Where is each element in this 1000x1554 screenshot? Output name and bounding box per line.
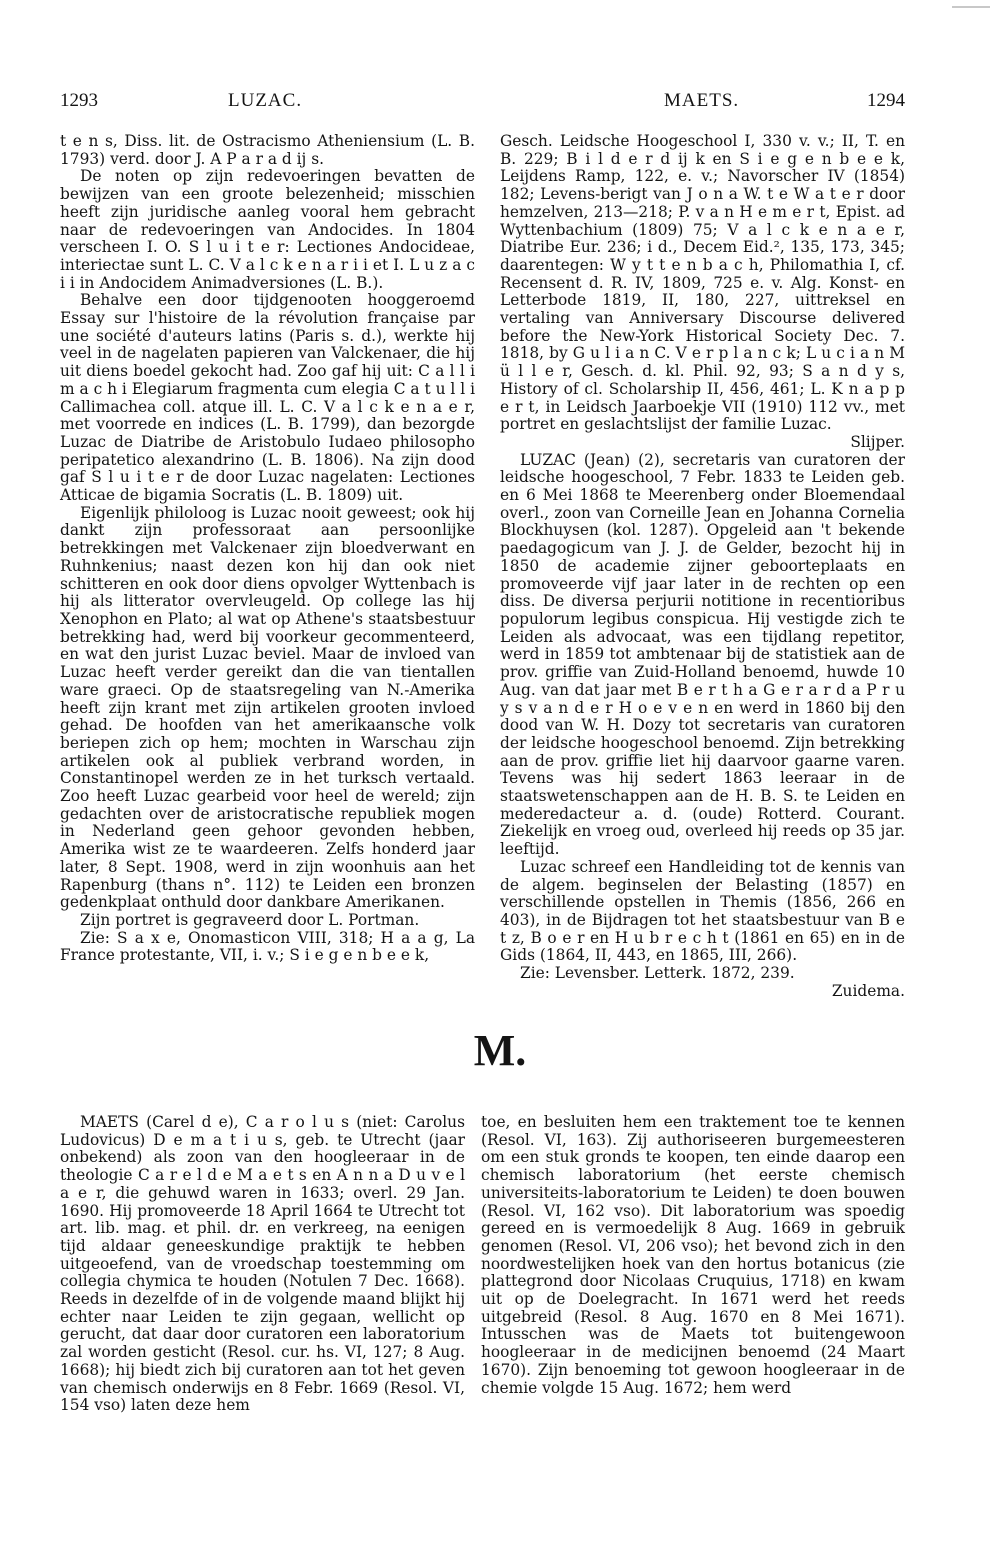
- paragraph: De noten op zijn redevoeringen bevatten de bewijzen van een groote belezenheid; misschien heeft zijn juridische aanleg vooral hem gebracht naar de redevoeringen van Andocides. In 1804 verscheen I. O. S l u i t e r: Lectiones Andocideae, interiectae sunt L. C. V a l c k e n a r i i et I. L u z a c i i in Andocidem Animadversiones (L. B.).: [60, 167, 475, 292]
- column-top-right: [500, 133, 905, 1000]
- paragraph: Zie: S a x e, Onomasticon VIII, 318; H a a g, La France protestante, VII, i. v.; S i e g e n b e e k,: [60, 928, 475, 965]
- paragraph: Zie: Levensber. Letterk. 1872, 239.: [520, 964, 795, 983]
- scan-edge-mark: [952, 6, 990, 8]
- paragraph: Luzac schreef een Handleiding tot de kennis van de algem. beginselen der Belasting (1857) en verschillende opstellen in Themis (1856, 266 en 403), in de Bijdragen tot het staatsbestuur van B e t z, B o e r en H u b r e c h t (1861 en 65) en in de Gids (1864, II, 443, en 1865, III, 266).: [500, 857, 905, 965]
- entry-paragraph: LUZAC (Jean) (2), secretaris van curatoren der leidsche hoogeschool, 7 Febr. 1833 te Leiden geb. en 6 Mei 1868 te Meerenberg onder Bloemendaal overl., zoon van Corneille Jean en Johanna Cornelia Blockhuysen (kol. 1287). Opgeleid aan 't bekende paedagogicum van J. J. de Gelder, bezocht hij in 1850 de academie zijner geboorteplaats en promoveerde vijf jaar later in de rechten op een diss. De diversa perjurii notitione in recentioribus populorum legibus conspicua. Hij vestigde zich te Leiden als advocaat, was een tijdlang repetitor, werd in 1859 tot ambtenaar bij de statistiek aan de prov. griffie van Zuid-Holland benoemd, huwde 10 Aug. van dat jaar met B e r t h a G e r a r d a P r u y s v a n d e r H o e v e n en werd in 1860 bij den dood van W. H. Dozy tot secretaris van curatoren der leidsche hoogeschool benoemd. Zijn betrekking aan de prov. griffie liet hij daarvoor gaarne varen. Tevens was hij sedert 1863 leeraar in de staatswetenschappen aan de H. B. S. te Leiden en mederedacteur a. d. (oude) Rotterd. Courant. Ziekelijk en vroeg oud, overleed hij reeds op 35 jar. leeftijd.: [500, 450, 905, 859]
- column-bottom-left: [60, 1114, 465, 1415]
- column-bottom-right: [481, 1114, 905, 1397]
- left-column-number: 1293: [60, 90, 98, 111]
- paragraph: Gesch. Leidsche Hoogeschool I, 330 v. v.; II, T. en B. 229; B i l d e r d ij k en S i e g e n b e e k, Leijdens Ramp, 122, e. v.; Navorscher IV (1854) 182; Levens-berigt van J o n a W. t e W a t e r door hemzelven, 213—218; P. v a n H e m e r t, Epist. ad Wyttenbachium (1809) 75; V a l c k e n a e r, Diatribe Eur. 236; i d., Decem Eid.², 135, 173, 345; daarentegen: W y t t e n b a c h, Philomathia I, cf. Recensent d. R. IV, 1809, 725 e. v. Alg. Konst- en Letterbode 1819, II, 180, 227, uittreksel en vertaling van Anniversary Discourse delivered before the New-York Historical Society Dec. 7. 1818, by G u l i a n C. V e r p l a n c k; L u c i a n M ü l l e r, Gesch. d. kl. Phil. 92, 93; S a n d y s, History of cl. Scholarship II, 456, 461; L. K n a p p e r t, in Leidsch Jaarboekje VII (1910) 112 vv., met portret en geslachtslijst der familie Luzac.: [500, 132, 905, 434]
- right-column-number: 1294: [867, 90, 905, 111]
- running-header: [60, 90, 905, 114]
- paragraph: t e n s, Diss. lit. de Ostracismo Atheniensium (L. B. 1793) verd. door J. A P a r a d ij s.: [60, 132, 475, 168]
- author-signature: Slijper.: [850, 432, 905, 451]
- paragraph: Behalve een door tijdgenooten hooggeroemd Essay sur l'histoire de la révolution française par une société d'auteurs latins (Paris s. d.), werkte hij veel in de nagelaten papieren van Valckenaer, die hij uit diens boedel gekocht had. Zoo gaf hij uit: C a l l i m a c h i Elegiarum fragmenta cum elegia C a t u l l i Callimachea coll. atque ill. L. C. V a l c k e n a e r, met voorrede en indices (L. B. 1799), dan bezorgde Luzac de Diatribe de Aristobulo Iudaeo philosopho peripatetico alexandrino (L. B. 1806). Na zijn dood gaf S l u i t e r de door Luzac nagelaten: Lectiones Atticae de bigamia Socratis (L. B. 1809) uit.: [60, 291, 475, 505]
- paragraph: Eigenlijk philoloog is Luzac nooit geweest; ook hij dankt zijn professoraat aan persoonlijke betrekkingen met Valckenaer zijn bloedverwant en Ruhnkenius; naast dezen kon hij dan ook niet schitteren en ook door diens opvolger Wyttenbach is hij als litterator overvleugeld. Op college las hij Xenophon en Plato; al wat op Athene's staatsbestuur betrekking had, werd bij voorkeur gecommenteerd, en wat den jurist Luzac beviel. Maar de invloed van Luzac heeft verder gereikt dan die van tientallen ware graeci. Op de staatsregeling van N.-Amerika heeft zijn krant met zijn artikelen grooten invloed gehad. De hoofden van het amerikaansche volk beriepen zich op hem; mochten in Warschau zijn artikelen ook al publiek verbrand worden, in Constantinopel werden ze in het turksch vertaald. Zoo heeft Luzac gearbeid voor heel de wereld; zijn gedachten over de aristocratische republiek mogen in Nederland geen gehoor gevonden hebben, Amerika wist ze te waardeeren. Zelfs honderd jaar later, 8 Sept. 1908, werd in zijn woonhuis aan het Rapenburg (thans n°. 112) te Leiden een bronzen gedenkplaat onthuld door dankbare Amerikanen.: [60, 503, 475, 912]
- author-signature: Zuidema.: [831, 981, 905, 1000]
- paragraph: toe, en besluiten hem een traktement toe te kennen (Resol. VI, 163). Zij authoriseeren burgemeesteren om een stuk gronds te koopen, ten einde daarop een chemisch laboratorium (het eerste chemisch universiteits-laboratorium te Leiden) te doen bouwen (Resol. VI, 162 vso). Dit laboratorium was spoedig gereed en is vermoedelijk 8 Aug. 1669 in gebruik genomen (Resol. VI, 206 vso); het bevond zich in den noordwestelijken hoek van den hortus botanicus (zie plattegrond door Nicolaas Cruquius, 1718) en kwam uit op de Doelegracht. In 1671 werd het reeds uitgebreid (Resol. 8 Aug. 1670 en 8 Mei 1671). Intusschen was de Maets tot buitengewoon hoogleeraar in de medicijnen benoemd (24 Maart 1670). Zijn benoeming tot gewoon hoogleeraar in de chemie volgde 15 Aug. 1672; hem werd: [481, 1113, 905, 1397]
- section-letter: M.: [473, 1026, 527, 1075]
- paragraph: Zijn portret is gegraveerd door L. Portman.: [80, 910, 420, 929]
- right-catchword: MAETS.: [664, 90, 740, 111]
- entry-paragraph: MAETS (Carel d e), C a r o l u s (niet: Carolus Ludovicus) D e m a t i u s, geb. te Utrecht (jaar onbekend) als zoon van den hoogleeraar in de theologie C a r e l d e M a e t s en A n n a D u v e l a e r, die gehuwd waren in 1633; overl. 29 Jan. 1690. Hij promoveerde 18 April 1664 te Utrecht tot art. lib. mag. et phil. dr. en verkreeg, na eenigen tijd aldaar geneeskundige praktijk te hebben uitgeoefend, van de vroedschap toestemming om collegia chymica te houden (Notulen 7 Dec. 1668). Reeds in dezelfde of in de volgende maand blijkt hij echter naar Leiden te zijn gegaan, wellicht op gerucht, dat daar door curatoren een laboratorium zal worden gesticht (Resol. cur. hs. VI, 127; 8 Aug. 1668); hij biedt zich bij curatoren aan tot het geven van chemisch onderwijs en 8 Febr. 1669 (Resol. VI, 154 vso) laten deze hem: [60, 1113, 465, 1415]
- column-top-left: [60, 133, 475, 965]
- left-catchword: LUZAC.: [228, 90, 303, 111]
